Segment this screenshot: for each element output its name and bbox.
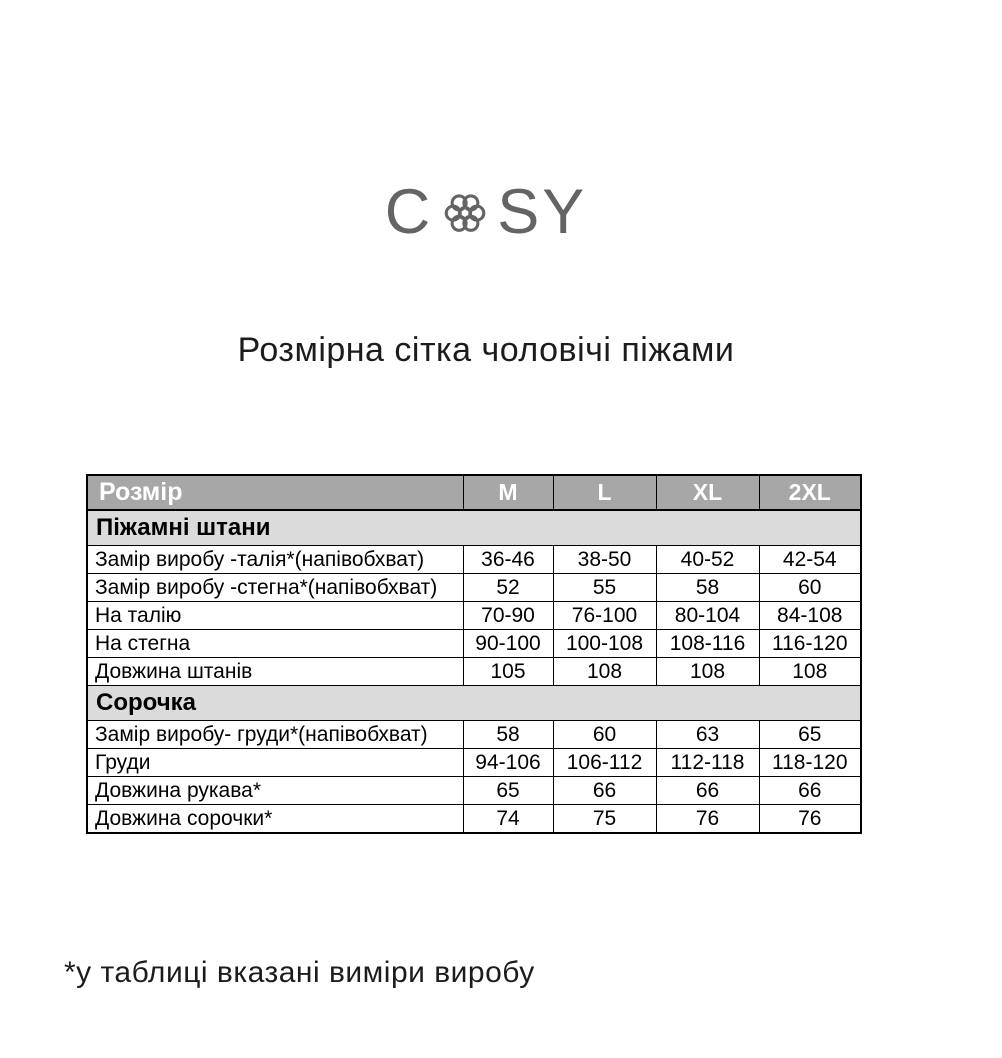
header-cell-size: Розмір bbox=[87, 475, 463, 510]
row-value-cell: 108-116 bbox=[656, 630, 759, 658]
row-value-cell: 108 bbox=[759, 658, 861, 686]
row-value-cell: 108 bbox=[553, 658, 656, 686]
row-value-cell: 60 bbox=[759, 574, 861, 602]
section-title: Піжамні штани bbox=[87, 510, 861, 546]
row-value-cell: 66 bbox=[656, 777, 759, 805]
row-value-cell: 40-52 bbox=[656, 546, 759, 574]
table-row bbox=[87, 721, 861, 749]
header-cell-l: L bbox=[553, 475, 656, 510]
row-label-cell: Довжина рукава* bbox=[87, 777, 463, 805]
row-label-cell: Груди bbox=[87, 749, 463, 777]
table-header-row bbox=[87, 475, 861, 510]
flower-icon bbox=[437, 184, 493, 240]
row-value-cell: 84-108 bbox=[759, 602, 861, 630]
row-label-cell: На талію bbox=[87, 602, 463, 630]
logo-letter-c: C bbox=[384, 176, 434, 247]
row-value-cell: 74 bbox=[463, 805, 553, 834]
row-value-cell: 66 bbox=[759, 777, 861, 805]
section-row bbox=[87, 510, 861, 546]
table-row bbox=[87, 630, 861, 658]
row-value-cell: 70-90 bbox=[463, 602, 553, 630]
table-row bbox=[87, 602, 861, 630]
row-label-cell: Довжина штанів bbox=[87, 658, 463, 686]
page-title: Розмірна сітка чоловічі піжами bbox=[237, 331, 735, 369]
table-row bbox=[87, 658, 861, 686]
table-row bbox=[87, 777, 861, 805]
section-row bbox=[87, 686, 861, 721]
row-value-cell: 76 bbox=[759, 805, 861, 834]
row-value-cell: 65 bbox=[759, 721, 861, 749]
row-value-cell: 63 bbox=[656, 721, 759, 749]
row-value-cell: 75 bbox=[553, 805, 656, 834]
table-row bbox=[87, 805, 861, 834]
row-label-cell: На стегна bbox=[87, 630, 463, 658]
row-value-cell: 94-106 bbox=[463, 749, 553, 777]
header-cell-2xl: 2XL bbox=[759, 475, 861, 510]
footnote: *у таблиці вказані виміри виробу bbox=[64, 956, 535, 989]
row-value-cell: 106-112 bbox=[553, 749, 656, 777]
row-value-cell: 76 bbox=[656, 805, 759, 834]
table-row bbox=[87, 546, 861, 574]
brand-logo bbox=[0, 176, 972, 247]
header-cell-m: M bbox=[463, 475, 553, 510]
row-value-cell: 108 bbox=[656, 658, 759, 686]
header-cell-xl: XL bbox=[656, 475, 759, 510]
row-value-cell: 118-120 bbox=[759, 749, 861, 777]
row-value-cell: 36-46 bbox=[463, 546, 553, 574]
row-value-cell: 90-100 bbox=[463, 630, 553, 658]
row-value-cell: 52 bbox=[463, 574, 553, 602]
row-label-cell: Замір виробу -талія*(напівобхват) bbox=[87, 546, 463, 574]
table-row bbox=[87, 574, 861, 602]
row-label-cell: Замір виробу -стегна*(напівобхват) bbox=[87, 574, 463, 602]
row-label-cell: Довжина сорочки* bbox=[87, 805, 463, 834]
row-value-cell: 58 bbox=[656, 574, 759, 602]
logo-letters-sy: SY bbox=[497, 176, 588, 247]
row-value-cell: 80-104 bbox=[656, 602, 759, 630]
row-value-cell: 100-108 bbox=[553, 630, 656, 658]
row-value-cell: 42-54 bbox=[759, 546, 861, 574]
row-value-cell: 60 bbox=[553, 721, 656, 749]
row-value-cell: 76-100 bbox=[553, 602, 656, 630]
section-title: Сорочка bbox=[87, 686, 861, 721]
row-value-cell: 38-50 bbox=[553, 546, 656, 574]
row-value-cell: 116-120 bbox=[759, 630, 861, 658]
row-value-cell: 55 bbox=[553, 574, 656, 602]
row-value-cell: 112-118 bbox=[656, 749, 759, 777]
row-value-cell: 66 bbox=[553, 777, 656, 805]
row-value-cell: 58 bbox=[463, 721, 553, 749]
row-label-cell: Замір виробу- груди*(напівобхват) bbox=[87, 721, 463, 749]
size-table bbox=[86, 474, 862, 834]
row-value-cell: 65 bbox=[463, 777, 553, 805]
row-value-cell: 105 bbox=[463, 658, 553, 686]
table-row bbox=[87, 749, 861, 777]
